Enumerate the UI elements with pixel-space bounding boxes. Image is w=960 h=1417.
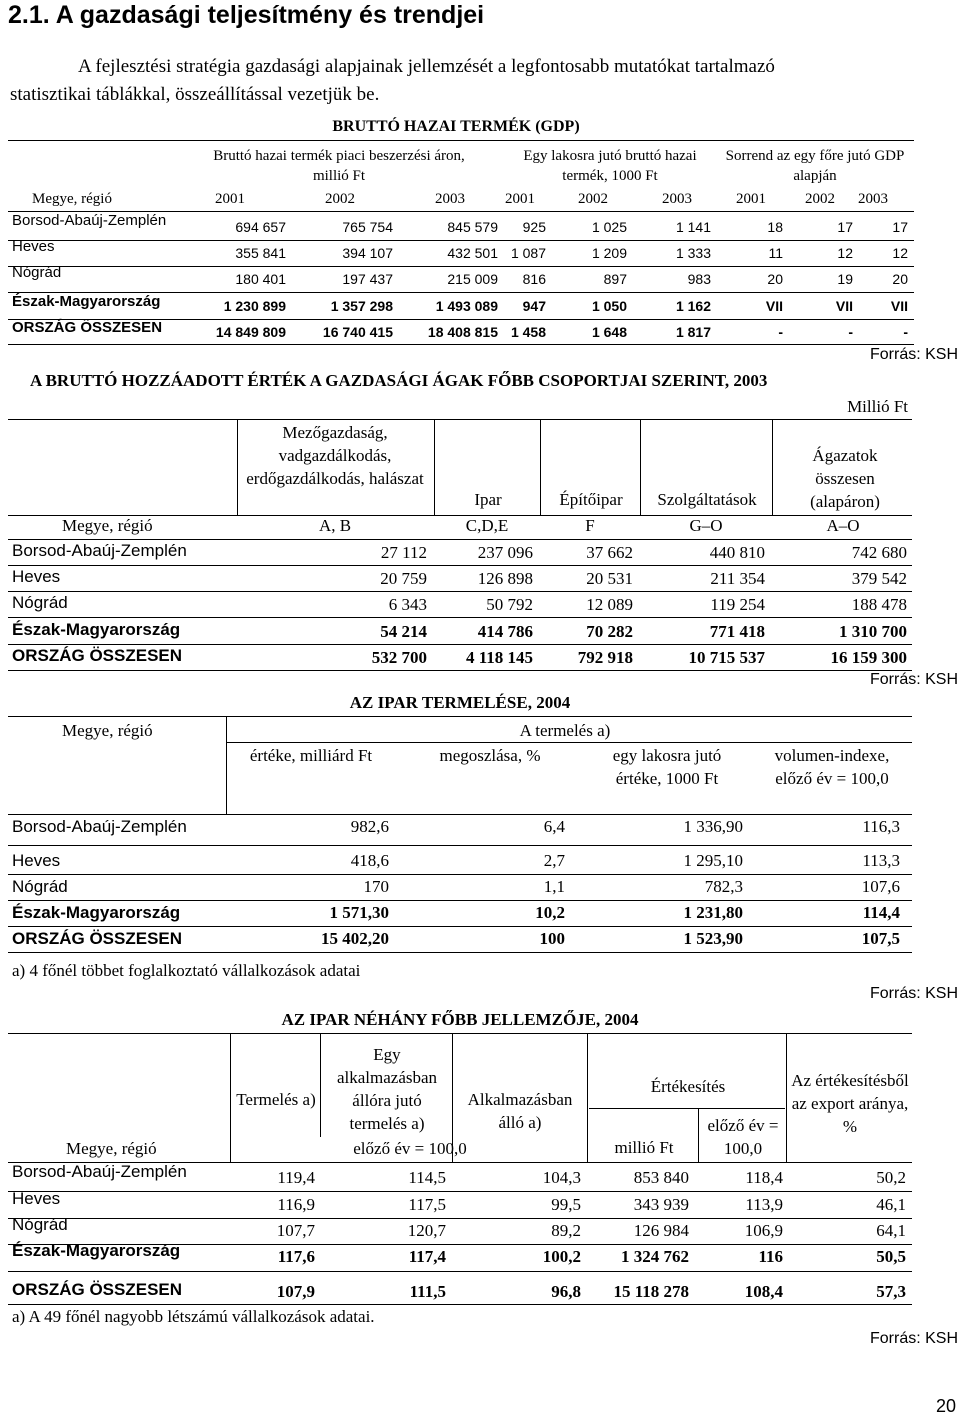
divider xyxy=(8,1271,912,1272)
gdp-table-title: BRUTTÓ HAZAI TERMÉK (GDP) xyxy=(332,118,580,135)
industry-features-title: AZ IPAR NÉHÁNY FŐBB JELLEMZŐJE, 2004 xyxy=(281,1010,639,1029)
table-cell: 394 107 xyxy=(342,245,393,261)
gva-col-header: Ipar xyxy=(474,490,502,509)
divider xyxy=(8,1304,912,1305)
table-cell: - xyxy=(848,324,853,340)
row-header-label: Megye, régió xyxy=(62,516,153,535)
divider xyxy=(8,240,914,241)
table-cell: 211 354 xyxy=(710,569,765,588)
gdp-year-header: 2001 xyxy=(215,191,245,207)
industry-col-header: megoszlása, % xyxy=(439,746,541,765)
intro-line-2: statisztikai táblákkal, összeállítással vezetjük be. xyxy=(10,84,380,105)
table-cell: 188 478 xyxy=(851,595,907,614)
table-cell: 6,4 xyxy=(543,817,565,836)
gva-table-title: A BRUTTÓ HOZZÁADOTT ÉRTÉK A GAZDASÁGI ÁGAK FŐBB CSOPORTJAI SZERINT, 2003 xyxy=(30,371,768,390)
table-cell: 982,6 xyxy=(350,817,389,836)
table-cell: 19 xyxy=(837,271,853,287)
gva-code-header: F xyxy=(585,516,595,535)
table-cell: 782,3 xyxy=(704,877,743,896)
table-cell: 96,8 xyxy=(551,1282,581,1301)
footnote: a) A 49 főnél nagyobb létszámú vállalkozások adatai. xyxy=(12,1307,375,1326)
table-cell: 57,3 xyxy=(876,1282,906,1301)
gdp-year-header: 2001 xyxy=(736,191,766,207)
table-cell: 1 231,80 xyxy=(683,903,743,922)
table-cell: 792 918 xyxy=(577,648,633,667)
table-row-label: Heves xyxy=(12,1189,61,1208)
table-cell: 16 740 415 xyxy=(322,324,393,340)
table-cell: 117,4 xyxy=(408,1247,446,1266)
table-cell: 4 118 145 xyxy=(465,648,533,667)
features-col-header: Egy alkalmazásban állóra jutó termelés a) xyxy=(336,1045,438,1133)
divider xyxy=(786,1033,787,1162)
features-span-header: előző év = 100,0 xyxy=(353,1139,467,1158)
divider xyxy=(230,1033,231,1162)
divider xyxy=(8,617,912,618)
table-cell: 2,7 xyxy=(543,851,565,870)
gdp-year-header: 2001 xyxy=(505,191,535,207)
table-cell: 1 458 xyxy=(510,324,546,340)
table-cell: 120,7 xyxy=(407,1221,446,1240)
table-cell: 107,5 xyxy=(861,929,900,948)
table-cell: 100 xyxy=(539,929,565,948)
table-cell: 107,7 xyxy=(276,1221,315,1240)
table-row-label: Heves xyxy=(12,238,55,255)
table-cell: 15 118 278 xyxy=(613,1282,689,1301)
table-cell: 17 xyxy=(837,219,853,235)
divider xyxy=(8,644,912,645)
table-cell: 925 xyxy=(522,219,546,235)
table-cell: 12 xyxy=(892,245,908,261)
source-note: Forrás: KSH xyxy=(869,985,958,1002)
table-cell: 180 401 xyxy=(235,271,286,287)
divider xyxy=(8,845,912,846)
table-cell: 432 501 xyxy=(447,245,498,261)
table-cell: - xyxy=(778,324,783,340)
gdp-year-header: 2003 xyxy=(858,191,888,207)
table-cell: VII xyxy=(890,298,908,314)
industry-col-header: volumen-indexe, előző év = 100,0 xyxy=(774,746,890,788)
table-cell: 107,9 xyxy=(276,1282,315,1301)
table-cell: 89,2 xyxy=(551,1221,581,1240)
divider xyxy=(8,952,912,953)
table-cell: 947 xyxy=(522,298,546,314)
table-cell: 414 786 xyxy=(477,622,533,641)
table-cell: 765 754 xyxy=(342,219,393,235)
features-col-header: Az értékesítésből az export aránya, % xyxy=(791,1071,909,1136)
table-cell: 119,4 xyxy=(277,1168,315,1187)
source-note: Forrás: KSH xyxy=(869,671,958,688)
divider xyxy=(8,670,912,671)
table-cell: 12 xyxy=(837,245,853,261)
divider xyxy=(8,515,912,516)
divider xyxy=(8,140,914,141)
table-cell: 18 408 815 xyxy=(427,324,498,340)
table-row-label: Heves xyxy=(12,567,61,586)
table-cell: 16 159 300 xyxy=(830,648,907,667)
table-cell: 1 493 089 xyxy=(435,298,498,314)
table-cell: 1 523,90 xyxy=(683,929,743,948)
table-cell: 1 333 xyxy=(675,245,711,261)
table-cell: 1 357 298 xyxy=(330,298,393,314)
table-cell: 532 700 xyxy=(371,648,427,667)
table-cell: 237 096 xyxy=(477,543,533,562)
gdp-year-header: 2002 xyxy=(578,191,608,207)
table-cell: 343 939 xyxy=(633,1195,689,1214)
divider xyxy=(8,419,912,420)
features-col-header: Alkalmazásban álló a) xyxy=(467,1090,573,1132)
gva-code-header: A, B xyxy=(318,516,352,535)
table-cell: 100,2 xyxy=(542,1247,581,1266)
gva-col-header: Ágazatok összesen (alapáron) xyxy=(810,446,880,511)
gdp-year-header: 2002 xyxy=(325,191,355,207)
table-cell: 116,3 xyxy=(862,817,900,836)
page-number: 20 xyxy=(935,1396,956,1416)
page-heading: 2.1. A gazdasági teljesítmény és trendjei xyxy=(8,1,485,29)
gdp-group-header: Sorrend az egy főre jutó GDP alapján xyxy=(725,148,905,184)
table-cell: 355 841 xyxy=(235,245,286,261)
table-row-label: Borsod-Abaúj-Zemplén xyxy=(12,817,187,836)
table-cell: VII xyxy=(765,298,783,314)
table-row-label: Észak-Magyarország xyxy=(12,293,161,310)
row-header-label: Megye, régió xyxy=(62,721,153,740)
gdp-group-header: Bruttó hazai termék piaci beszerzési áron, millió Ft xyxy=(213,148,465,184)
table-row-label: ORSZÁG ÖSSZESEN xyxy=(12,1280,183,1299)
table-cell: 1 571,30 xyxy=(329,903,389,922)
gva-code-header: C,D,E xyxy=(465,516,509,535)
divider xyxy=(772,419,773,515)
table-cell: 99,5 xyxy=(551,1195,581,1214)
table-cell: 108,4 xyxy=(744,1282,783,1301)
divider xyxy=(226,742,912,743)
table-cell: 18 xyxy=(767,219,783,235)
table-cell: 119 254 xyxy=(710,595,765,614)
table-cell: 107,6 xyxy=(861,877,900,896)
table-cell: 20 xyxy=(767,271,783,287)
divider xyxy=(8,266,914,267)
divider xyxy=(8,874,912,875)
table-cell: 418,6 xyxy=(350,851,389,870)
table-row-label: Nógrád xyxy=(12,264,62,281)
table-cell: 379 542 xyxy=(851,569,907,588)
table-cell: 70 282 xyxy=(586,622,633,641)
table-cell: 11 xyxy=(768,245,783,261)
table-cell: 1 162 xyxy=(675,298,711,314)
table-cell: 1 817 xyxy=(675,324,711,340)
table-cell: 20 759 xyxy=(380,569,427,588)
table-cell: 114,4 xyxy=(862,903,900,922)
row-header-label: Megye, régió xyxy=(32,191,112,207)
table-row-label: Nógrád xyxy=(12,1215,68,1234)
table-cell: 1 230 899 xyxy=(223,298,286,314)
table-cell: 6 343 xyxy=(388,595,427,614)
features-col-header: millió Ft xyxy=(614,1138,674,1157)
features-col-header: előző év = 100,0 xyxy=(707,1116,779,1158)
table-cell: 116 xyxy=(758,1247,783,1266)
intro-line-1: A fejlesztési stratégia gazdasági alapjainak jellemzését a legfontosabb mutatókat tartalmazó xyxy=(78,56,775,77)
table-cell: 853 840 xyxy=(633,1168,689,1187)
divider xyxy=(8,1218,912,1219)
divider xyxy=(589,1108,785,1109)
divider xyxy=(540,419,541,515)
industry-col-header: értéke, milliárd Ft xyxy=(249,746,373,765)
table-cell: 215 009 xyxy=(447,271,498,287)
table-row-label: Heves xyxy=(12,851,61,870)
gva-col-header: Szolgáltatások xyxy=(657,490,757,509)
table-cell: 1,1 xyxy=(543,877,565,896)
table-cell: 1 087 xyxy=(510,245,546,261)
table-cell: 816 xyxy=(522,271,546,287)
table-row-label: Nógrád xyxy=(12,877,68,896)
table-cell: VII xyxy=(835,298,853,314)
gdp-year-header: 2003 xyxy=(435,191,465,207)
table-cell: 50,5 xyxy=(876,1247,906,1266)
divider xyxy=(320,1033,321,1137)
table-cell: 114,5 xyxy=(408,1168,446,1187)
divider xyxy=(8,1033,912,1034)
table-row-label: Észak-Magyarország xyxy=(12,620,181,639)
table-cell: 897 xyxy=(603,271,627,287)
table-cell: 117,5 xyxy=(408,1195,446,1214)
footnote: a) 4 főnél többet foglalkoztató vállalkozások adatai xyxy=(12,961,361,980)
table-cell: 111,5 xyxy=(409,1282,446,1301)
table-cell: 113,3 xyxy=(862,851,900,870)
table-cell: 104,3 xyxy=(542,1168,581,1187)
table-cell: 983 xyxy=(687,271,711,287)
source-note: Forrás: KSH xyxy=(869,1330,958,1347)
table-cell: 845 579 xyxy=(447,219,498,235)
table-cell: 1 310 700 xyxy=(839,622,907,641)
table-cell: 106,9 xyxy=(744,1221,783,1240)
table-cell: 46,1 xyxy=(876,1195,906,1214)
divider xyxy=(8,716,912,717)
gva-col-header: Építőipar xyxy=(559,490,623,509)
table-cell: 1 648 xyxy=(591,324,627,340)
table-cell: 64,1 xyxy=(876,1221,906,1240)
table-row-label: Borsod-Abaúj-Zemplén xyxy=(12,1162,187,1181)
divider xyxy=(434,419,435,515)
table-cell: 116,9 xyxy=(277,1195,315,1214)
table-cell: 50 792 xyxy=(486,595,533,614)
gva-code-header: A–O xyxy=(826,516,860,535)
table-cell: 126 898 xyxy=(477,569,533,588)
table-cell: 440 810 xyxy=(709,543,765,562)
unit-label: Millió Ft xyxy=(847,397,908,416)
industry-output-title: AZ IPAR TERMELÉSE, 2004 xyxy=(349,693,571,712)
table-row-label: ORSZÁG ÖSSZESEN xyxy=(12,319,163,336)
table-cell: 113,9 xyxy=(745,1195,783,1214)
divider xyxy=(8,591,912,592)
industry-col-header: egy lakosra jutó értéke, 1000 Ft xyxy=(612,746,722,788)
divider xyxy=(8,926,912,927)
industry-group-header: A termelés a) xyxy=(519,721,611,740)
table-row-label: ORSZÁG ÖSSZESEN xyxy=(12,646,183,665)
table-cell: 37 662 xyxy=(586,543,633,562)
divider xyxy=(237,419,238,515)
table-cell: 50,2 xyxy=(876,1168,906,1187)
table-cell: - xyxy=(903,324,908,340)
gva-code-header: G–O xyxy=(689,516,723,535)
table-cell: 12 089 xyxy=(586,595,633,614)
table-row-label: Észak-Magyarország xyxy=(12,903,181,922)
table-cell: 10,2 xyxy=(535,903,565,922)
table-cell: 1 050 xyxy=(591,298,627,314)
gdp-year-header: 2003 xyxy=(662,191,692,207)
table-cell: 170 xyxy=(363,877,389,896)
table-cell: 694 657 xyxy=(235,219,286,235)
table-cell: 1 324 762 xyxy=(621,1247,689,1266)
gdp-year-header: 2002 xyxy=(805,191,835,207)
table-cell: 197 437 xyxy=(342,271,393,287)
divider xyxy=(8,565,912,566)
table-cell: 1 025 xyxy=(591,219,627,235)
table-cell: 126 984 xyxy=(633,1221,689,1240)
gdp-group-header: Egy lakosra jutó bruttó hazai termék, 1000 Ft xyxy=(523,148,697,184)
divider xyxy=(698,1108,699,1162)
table-cell: 118,4 xyxy=(745,1168,783,1187)
table-cell: 54 214 xyxy=(380,622,427,641)
table-cell: 15 402,20 xyxy=(321,929,389,948)
gva-col-header: Mezőgazdaság, vadgazdálkodás, erdőgazdálkodás, halászat xyxy=(246,423,424,488)
table-cell: 14 849 809 xyxy=(215,324,286,340)
table-row-label: Nógrád xyxy=(12,593,68,612)
divider xyxy=(8,814,912,815)
features-group-header: Értékesítés xyxy=(650,1077,726,1096)
table-cell: 742 680 xyxy=(851,543,907,562)
table-cell: 771 418 xyxy=(709,622,765,641)
features-col-header: Termelés a) xyxy=(236,1090,316,1109)
table-cell: 1 336,90 xyxy=(683,817,743,836)
table-cell: 1 295,10 xyxy=(683,851,743,870)
table-cell: 1 141 xyxy=(675,219,711,235)
source-note: Forrás: KSH xyxy=(869,346,958,363)
table-cell: 27 112 xyxy=(380,543,427,562)
table-row-label: Észak-Magyarország xyxy=(12,1241,181,1260)
divider xyxy=(587,1033,588,1162)
table-cell: 117,6 xyxy=(277,1247,315,1266)
divider xyxy=(8,1191,912,1192)
table-row-label: ORSZÁG ÖSSZESEN xyxy=(12,929,183,948)
table-cell: 10 715 537 xyxy=(688,648,765,667)
divider xyxy=(8,539,912,540)
divider xyxy=(8,900,912,901)
table-cell: 20 531 xyxy=(586,569,633,588)
row-header-label: Megye, régió xyxy=(66,1139,157,1158)
table-row-label: Borsod-Abaúj-Zemplén xyxy=(12,541,187,560)
table-row-label: Borsod-Abaúj-Zemplén xyxy=(12,212,167,229)
divider xyxy=(640,419,641,515)
table-cell: 20 xyxy=(892,271,908,287)
table-cell: 17 xyxy=(892,219,908,235)
divider xyxy=(8,344,914,345)
table-cell: 1 209 xyxy=(591,245,627,261)
divider xyxy=(226,716,227,814)
